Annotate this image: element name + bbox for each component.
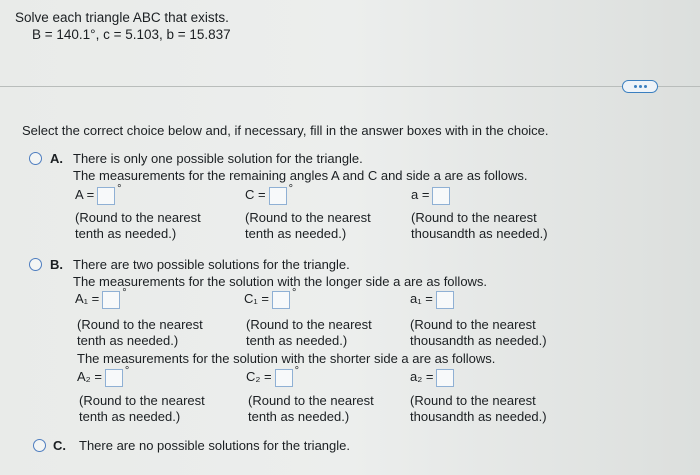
choice-a-side-a — [411, 187, 450, 205]
field-label: a₁ = — [410, 291, 433, 306]
hint-line: thousandth as needed.) — [410, 409, 547, 424]
hint-tenth — [246, 317, 372, 349]
choice-a-angle-c — [245, 183, 293, 205]
hint-tenth — [77, 317, 203, 349]
field-label: C = — [245, 187, 266, 202]
choice-b-angle-a1 — [75, 287, 127, 309]
choice-a-radio[interactable] — [29, 152, 42, 165]
hint-tenth — [245, 210, 371, 242]
hint-line: tenth as needed.) — [248, 409, 350, 424]
field-label: A₁ = — [75, 291, 100, 306]
question-block — [15, 10, 229, 25]
hint-line: (Round to the nearest — [245, 210, 371, 225]
choice-b-angle-c1 — [244, 287, 297, 309]
hint-line: (Round to the nearest — [77, 317, 203, 332]
instruction-text: Select the correct choice below and, if necessary, fill in the answer boxes with in the choice. — [22, 123, 549, 138]
field-label: a = — [411, 187, 430, 202]
choice-b-angle-a2 — [77, 365, 130, 387]
choice-c-letter: C. — [53, 438, 66, 453]
choice-b-angle-c2 — [246, 365, 300, 387]
answer-input-angle-a[interactable] — [97, 187, 115, 205]
answer-input-side-a1[interactable] — [436, 291, 454, 309]
field-label: A₂ = — [77, 369, 102, 384]
hint-line: (Round to the nearest — [79, 393, 205, 408]
hint-tenth — [75, 210, 201, 242]
answer-input-angle-a1[interactable] — [102, 291, 120, 309]
hint-line: tenth as needed.) — [245, 226, 347, 241]
question-prompt: Solve each triangle ABC that exists. — [15, 10, 229, 25]
hint-line: tenth as needed.) — [77, 333, 179, 348]
hint-thousandth — [410, 317, 547, 349]
field-label: A = — [75, 187, 95, 202]
hint-line: tenth as needed.) — [79, 409, 181, 424]
choice-a-angle-a — [75, 183, 122, 205]
hint-thousandth — [411, 210, 548, 242]
hint-line: (Round to the nearest — [410, 393, 536, 408]
hint-thousandth — [410, 393, 547, 425]
field-label: a₂ = — [410, 369, 434, 384]
choice-a-letter: A. — [50, 151, 63, 166]
choice-c-radio[interactable] — [33, 439, 46, 452]
choice-b-side-a2 — [410, 369, 454, 387]
choice-b-line2: The measurements for the solution with the longer side a are as follows. — [73, 274, 488, 289]
hint-line: (Round to the nearest — [410, 317, 536, 332]
hint-tenth — [248, 393, 374, 425]
answer-input-angle-a2[interactable] — [105, 369, 123, 387]
degree-symbol: ° — [124, 365, 130, 377]
degree-symbol: ° — [291, 287, 297, 299]
choice-a-line1: There is only one possible solution for the triangle. — [73, 151, 363, 166]
choice-b-radio[interactable] — [29, 258, 42, 271]
hint-line: (Round to the nearest — [246, 317, 372, 332]
degree-symbol: ° — [294, 365, 300, 377]
divider — [0, 86, 700, 87]
hint-tenth — [79, 393, 205, 425]
degree-symbol: ° — [117, 183, 122, 195]
degree-symbol: ° — [122, 287, 127, 299]
hint-line: (Round to the nearest — [248, 393, 374, 408]
answer-input-side-a[interactable] — [432, 187, 450, 205]
answer-input-angle-c[interactable] — [269, 187, 287, 205]
hint-line: tenth as needed.) — [75, 226, 177, 241]
choice-a-line2: The measurements for the remaining angles A and C and side a are as follows. — [73, 168, 528, 183]
hint-line: (Round to the nearest — [75, 210, 201, 225]
choice-c-line1: There are no possible solutions for the triangle. — [79, 438, 350, 453]
ellipsis-icon[interactable] — [622, 80, 658, 93]
answer-input-angle-c1[interactable] — [272, 291, 290, 309]
degree-symbol: ° — [288, 183, 293, 195]
answer-input-angle-c2[interactable] — [275, 369, 293, 387]
choice-b-side-a1 — [410, 291, 454, 309]
choice-b-line1: There are two possible solutions for the triangle. — [73, 257, 350, 272]
hint-line: thousandth as needed.) — [411, 226, 548, 241]
hint-line: thousandth as needed.) — [410, 333, 547, 348]
hint-line: tenth as needed.) — [246, 333, 348, 348]
given-values: B = 140.1°, c = 5.103, b = 15.837 — [32, 27, 231, 42]
field-label: C₁ = — [244, 291, 269, 306]
hint-line: (Round to the nearest — [411, 210, 537, 225]
choice-b-line3: The measurements for the solution with the shorter side a are as follows. — [77, 351, 496, 366]
answer-input-side-a2[interactable] — [436, 369, 454, 387]
field-label: C₂ = — [246, 369, 272, 384]
choice-b-letter: B. — [50, 257, 63, 272]
